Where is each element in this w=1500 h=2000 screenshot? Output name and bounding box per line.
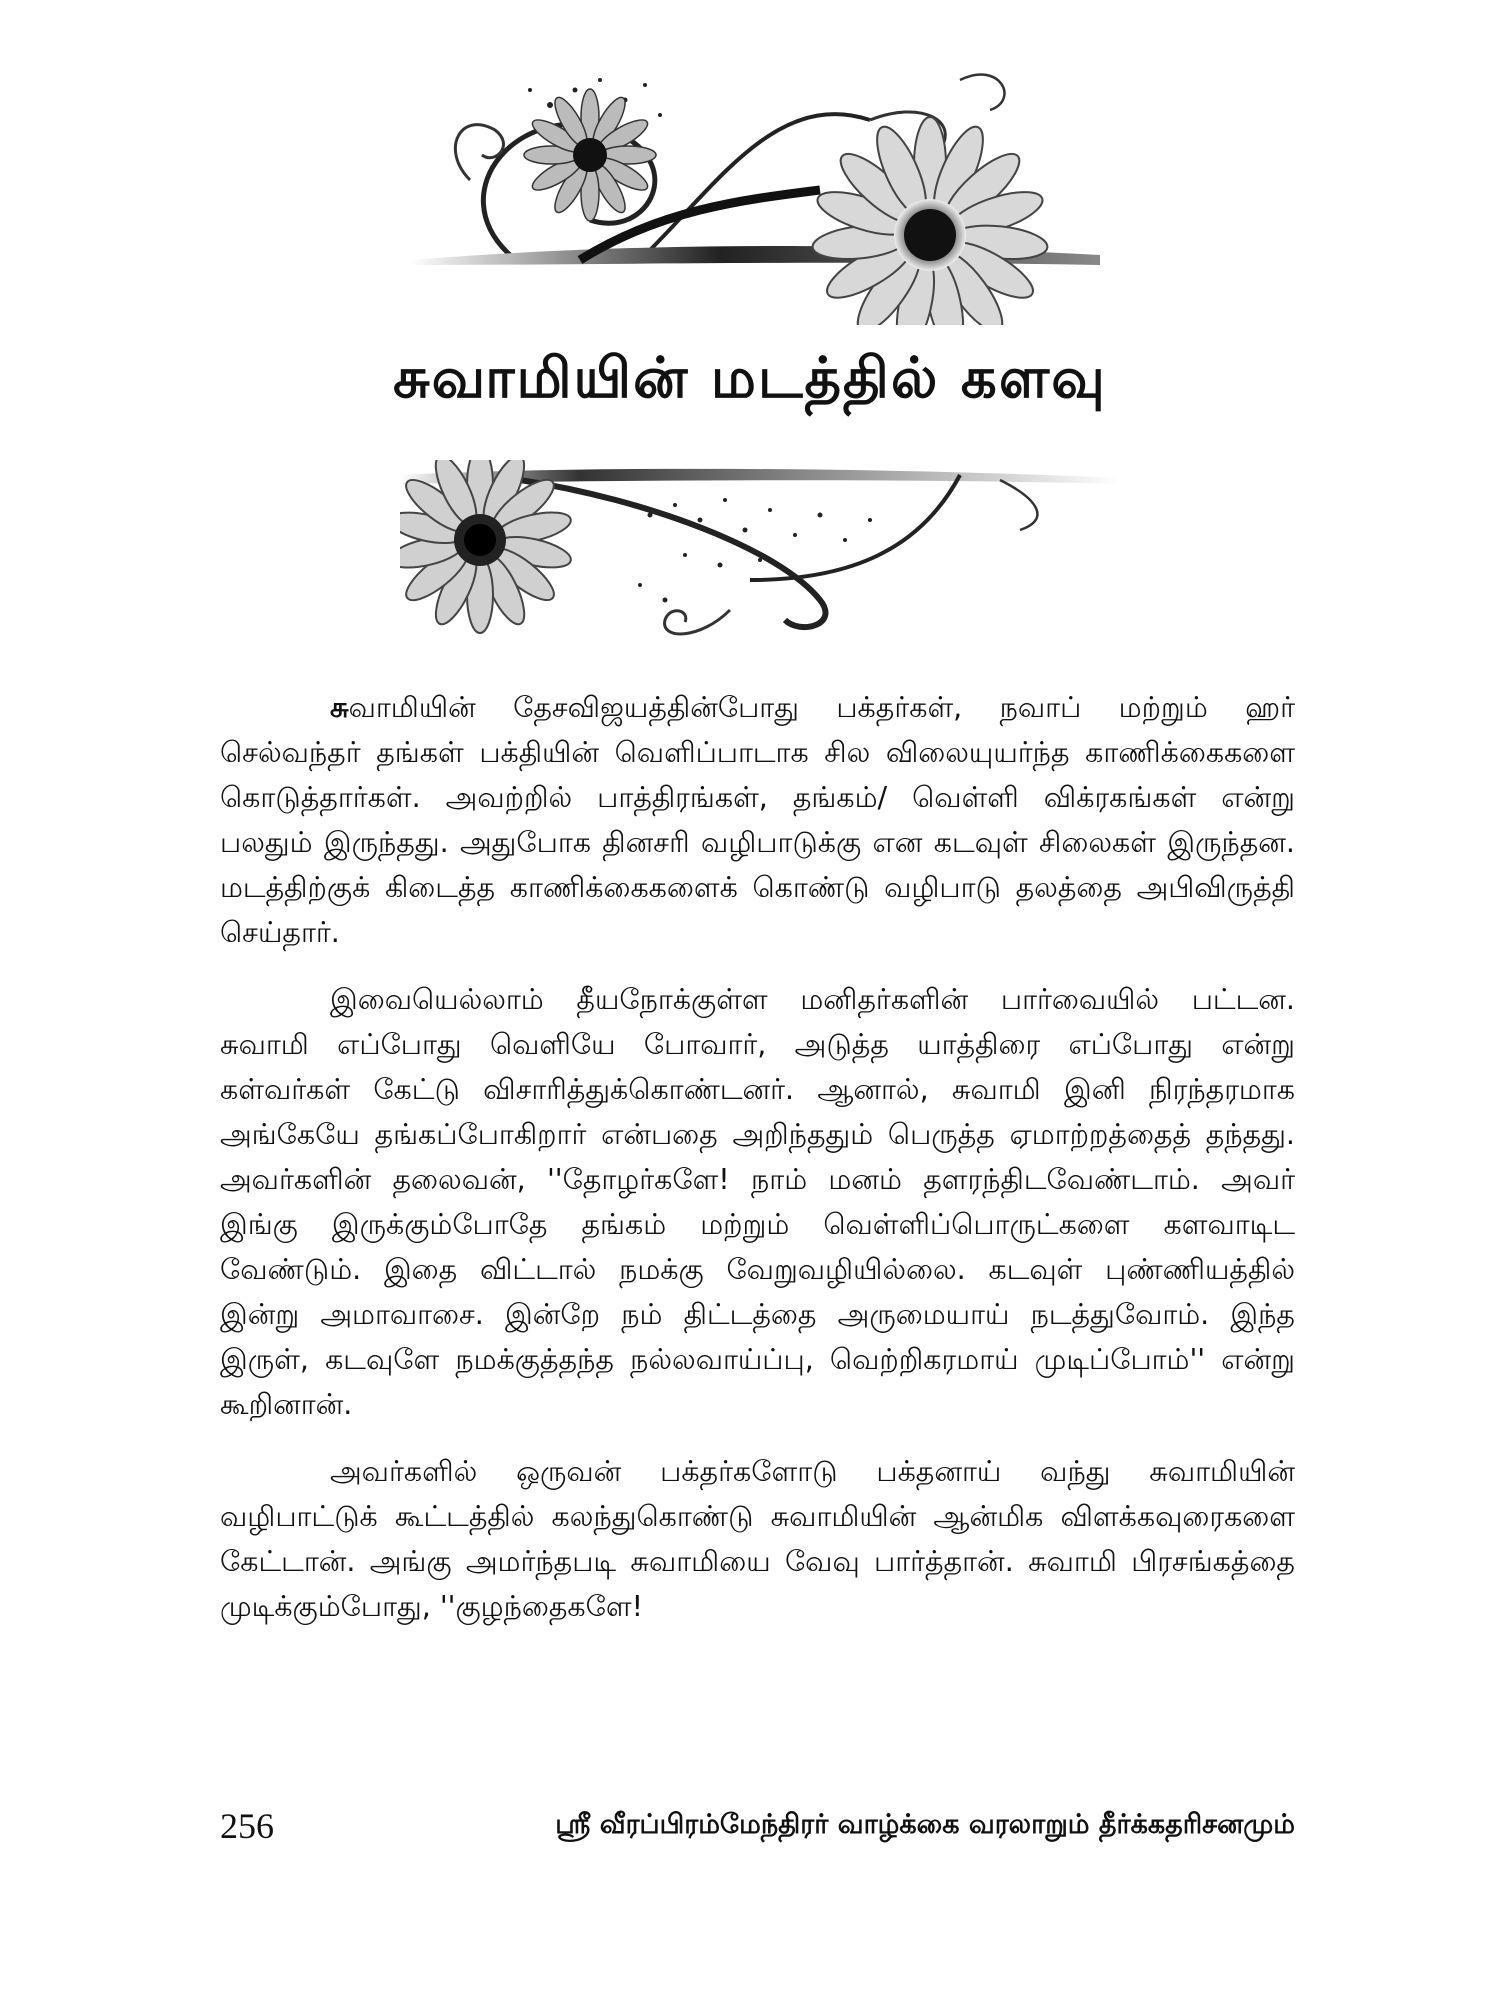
paragraph-text: இவையெல்லாம் தீயநோக்குள்ள மனிதர்களின் பார்வையில் பட்டன. சுவாமி எப்போது வெளியே போவார், அடுத்த யாத்திரை எப்போது என்று கள்வர்கள் கேட்டு விசாரித்துக்கொண்டனர். ஆனால், சுவாமி இனி நிரந்தரமாக அங்கேயே தங்கப்போகிறார் என்பதை அறிந்ததும் பெருத்த ஏமாற்றத்தைத் தந்தது. அவர்களின் தலைவன், ''தோழர்களே! நாம் மனம் தளரந்திடவேண்டாம். அவர் இங்கு இருக்கும்போதே தங்கம் மற்றும் வெள்ளிப்பொருட்களை களவாடிட வேண்டும். இதை விட்டால் நமக்கு வேறுவழியில்லை. கடவுள் புண்ணியத்தில் இன்று அமாவாசை. இன்றே நம் திட்டத்தை அருமையாய் நடத்துவோம். இந்த இருள், கடவுளே நமக்குத்தந்த நல்லவாய்ப்பு, வெற்றிகரமாய் முடிப்போம்'' என்று கூறினான். xyxy=(220,983,1295,1421)
floral-ornament-top xyxy=(400,60,1120,325)
running-book-title: ஸ்ரீ வீரப்பிரம்மேந்திரர் வாழ்க்கை வரலாறும் தீர்க்கதரிசனமும் xyxy=(555,1809,1295,1840)
paragraph xyxy=(220,685,1295,955)
paragraph-text: அவர்களில் ஒருவன் பக்தர்களோடு பக்தனாய் வந்து சுவாமியின் வழிபாட்டுக் கூட்டத்தில் கலந்துகொண்டு சுவாமியின் ஆன்மிக விளக்கவுரைகளை கேட்டான். அங்கு அமர்ந்தபடி சுவாமியை வேவு பார்த்தான். சுவாமி பிரசங்கத்தை முடிக்கும்போது, ''குழந்தைகளே! xyxy=(220,1455,1295,1623)
paragraph-text: வாமியின் தேசவிஜயத்தின்போது பக்தர்கள், நவாப் மற்றும் ஹர் செல்வந்தர் தங்கள் பக்தியின் வெளிப்பாடாக சில விலையுயர்ந்த காணிக்கைகளை கொடுத்தார்கள். அவற்றில் பாத்திரங்கள், தங்கம்/ வெள்ளி விக்ரகங்கள் என்று பலதும் இருந்தது. அதுபோக தினசரி வழிபாடுக்கு என கடவுள் சிலைகள் இருந்தன. மடத்திற்குக் கிடைத்த காணிக்கைகளைக் கொண்டு வழிபாடு தலத்தை அபிவிருத்தி செய்தார். xyxy=(220,691,1295,949)
drop-cap: சு xyxy=(330,691,349,724)
chapter-title: சுவாமியின் மடத்தில் களவு xyxy=(393,346,1107,411)
paragraph xyxy=(220,977,1295,1427)
page-number: 256 xyxy=(220,1806,274,1846)
page-footer xyxy=(220,1805,1295,1855)
paragraph xyxy=(220,1449,1295,1629)
floral-ornament-bottom xyxy=(400,460,1120,670)
article-body xyxy=(220,685,1295,1651)
